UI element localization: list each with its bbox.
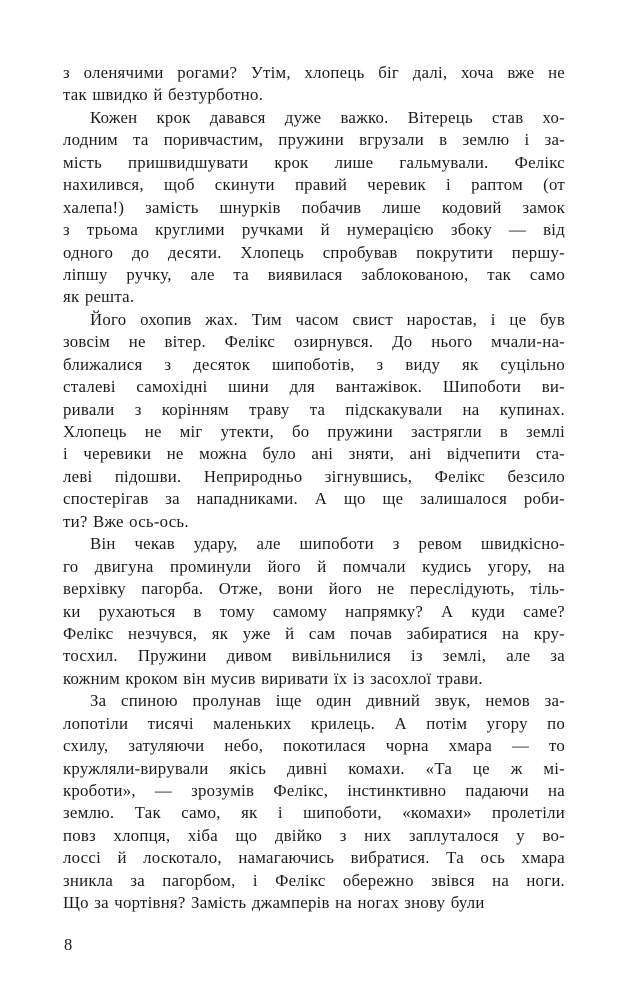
text-line: ти? Вже ось-ось.: [63, 511, 189, 531]
text-line: з оленячими рогами? Утім, хлопець біг далі, хоча вже не: [63, 63, 565, 82]
text-line: мість пришвидшувати крок лише гальмували. Фелікс: [63, 152, 565, 172]
text-line: лоссі й лоскотало, намагаючись вибратися. Та ось хмара: [63, 848, 565, 868]
text-line: повз хлопця, хіба що двійко з них заплуталося у во-: [63, 825, 565, 845]
text-line: Його охопив жах. Тим часом свист наростав, і це був: [90, 309, 565, 329]
text-line: верхівку пагорба. Отже, вони його не переслідують, тіль-: [63, 579, 565, 599]
text-line: лопотіли тисячі маленьких крилець. А потім угору по: [63, 713, 565, 733]
text-line: тосхил. Пружини дивом вивільнилися із землі, але за: [63, 646, 565, 666]
text-line: одного до десяти. Хлопець спробував покрутити першу-: [63, 242, 565, 262]
text-line: ліпшу ручку, але та виявилася заблокованою, так само: [63, 264, 565, 284]
text-line: зовсім не вітер. Фелікс озирнувся. До нього мчали-на-: [63, 332, 565, 352]
text-line: леві підошви. Неприродньо зігнувшись, Фелікс безсило: [63, 466, 565, 486]
text-line: з трьома круглими ручками й нумерацією збоку — від: [63, 220, 565, 240]
text-line: так швидко й безтурботно.: [63, 85, 264, 105]
text-line: Що за чортівня? Замість джамперів на ногах знову були: [63, 893, 485, 913]
text-line: Кожен крок давався дуже важко. Вітерець став хо-: [90, 107, 565, 127]
text-line: Фелікс незчувся, як уже й сам почав забиратися на кру-: [63, 623, 565, 643]
page-number: 8: [64, 935, 73, 954]
text-line: го двигуна проминули його й помчали кудись угору, на: [63, 556, 565, 576]
text-line: сталеві самохідні шини для вантажівок. Шипоботи ви-: [63, 377, 565, 397]
text-line: ближалися з десяток шипоботів, з виду як суцільно: [63, 354, 565, 374]
text-line: кроботи», — зрозумів Фелікс, інстинктивно падаючи на: [63, 781, 565, 800]
text-line: За спиною пролунав іще один дивний звук, немов за-: [90, 691, 565, 711]
text-line: зникла за пагорбом, і Фелікс обережно звівся на ноги.: [63, 870, 565, 890]
text-line: кожним кроком він мусив виривати їх із засохлої трави.: [63, 668, 483, 688]
body-text: [63, 62, 565, 915]
text-line: нахилився, щоб скинути правий черевик і раптом (от: [63, 175, 565, 195]
text-line: халепа!) замість шнурків побачив лише кодовий замок: [63, 197, 565, 217]
text-line: лодним та поривчастим, пружини вгрузали в землю і за-: [63, 130, 565, 150]
text-line: ривали з корінням траву та підскакували на купинах.: [63, 399, 565, 419]
text-line: і черевики не можна було ані зняти, ані відчепити ста-: [63, 444, 565, 464]
text-line: землю. Так само, як і шипоботи, «комахи» пролетіли: [63, 803, 565, 823]
text-line: Хлопець не міг утекти, бо пружини застрягли в землі: [63, 422, 565, 441]
text-line: кружляли-вирували якісь дивні комахи. «Та це ж мі-: [63, 758, 565, 778]
text-line: як решта.: [63, 287, 135, 307]
text-line: ки рухаються в тому самому напрямку? А куди саме?: [63, 601, 565, 621]
text-line: спостерігав за нападниками. А що ще залишалося роби-: [63, 489, 565, 509]
text-line: Він чекав удару, але шипоботи з ревом швидкісно-: [90, 534, 565, 554]
text-line: схилу, затуляючи небо, покотилася чорна хмара — то: [63, 736, 565, 756]
